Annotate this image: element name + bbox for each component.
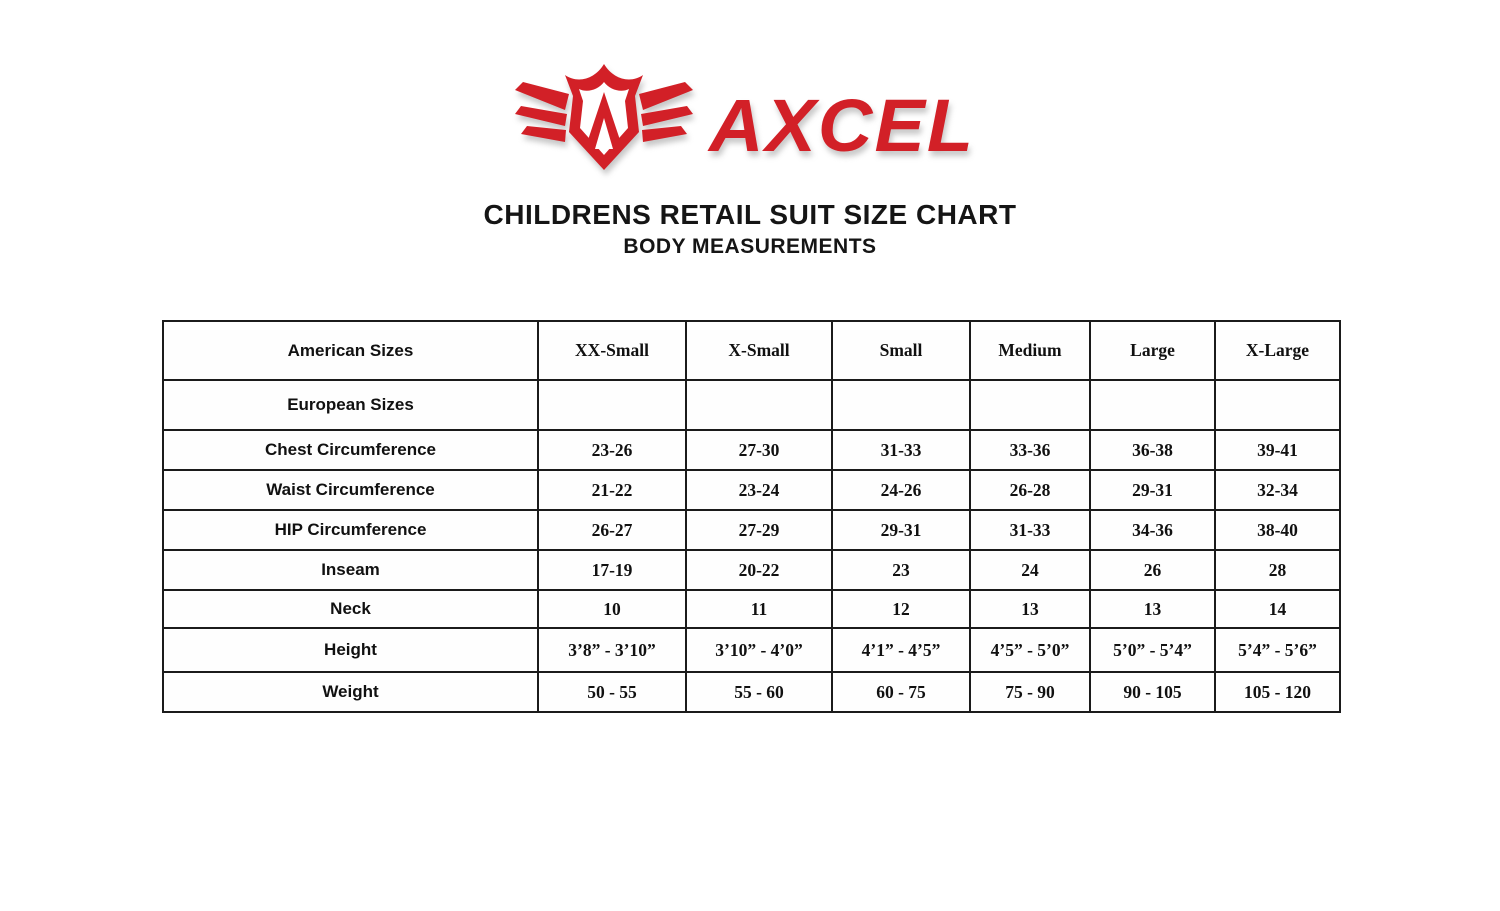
size-value-cell <box>970 380 1090 430</box>
column-header: X-Large <box>1215 321 1340 380</box>
size-value-cell: 3’8” - 3’10” <box>538 628 686 672</box>
size-value-cell: 26 <box>1090 550 1215 590</box>
table-row <box>163 590 1340 628</box>
table-row <box>163 550 1340 590</box>
size-value-cell: 14 <box>1215 590 1340 628</box>
column-header: Small <box>832 321 970 380</box>
size-value-cell: 12 <box>832 590 970 628</box>
size-table <box>162 320 1341 713</box>
page-subtitle: BODY MEASUREMENTS <box>623 235 877 258</box>
size-table-body <box>163 380 1340 712</box>
size-value-cell: 26-27 <box>538 510 686 550</box>
axcel-logo <box>515 60 985 180</box>
title-block <box>0 198 1500 262</box>
size-value-cell: 39-41 <box>1215 430 1340 470</box>
size-value-cell: 32-34 <box>1215 470 1340 510</box>
size-value-cell: 27-30 <box>686 430 832 470</box>
size-value-cell: 36-38 <box>1090 430 1215 470</box>
size-value-cell: 3’10” - 4’0” <box>686 628 832 672</box>
header-row <box>163 321 1340 380</box>
size-value-cell: 50 - 55 <box>538 672 686 712</box>
size-value-cell: 75 - 90 <box>970 672 1090 712</box>
row-label: HIP Circumference <box>163 510 538 550</box>
size-value-cell: 5’4” - 5’6” <box>1215 628 1340 672</box>
size-value-cell: 23 <box>832 550 970 590</box>
corner-header: American Sizes <box>163 321 538 380</box>
size-value-cell: 13 <box>1090 590 1215 628</box>
size-value-cell: 55 - 60 <box>686 672 832 712</box>
size-value-cell: 38-40 <box>1215 510 1340 550</box>
size-value-cell: 29-31 <box>1090 470 1215 510</box>
row-label: Height <box>163 628 538 672</box>
size-value-cell: 31-33 <box>832 430 970 470</box>
size-value-cell: 29-31 <box>832 510 970 550</box>
size-table-wrap <box>162 320 1341 713</box>
row-label: European Sizes <box>163 380 538 430</box>
table-row <box>163 628 1340 672</box>
size-table-head <box>163 321 1340 380</box>
size-value-cell: 23-26 <box>538 430 686 470</box>
size-value-cell: 13 <box>970 590 1090 628</box>
size-value-cell: 24 <box>970 550 1090 590</box>
page-title: CHILDRENS RETAIL SUIT SIZE CHART <box>483 199 1017 230</box>
size-value-cell: 31-33 <box>970 510 1090 550</box>
axcel-winged-shield-icon <box>515 60 985 180</box>
size-value-cell: 17-19 <box>538 550 686 590</box>
size-value-cell <box>686 380 832 430</box>
table-row <box>163 470 1340 510</box>
size-value-cell <box>538 380 686 430</box>
size-value-cell <box>832 380 970 430</box>
column-header: Medium <box>970 321 1090 380</box>
size-value-cell: 34-36 <box>1090 510 1215 550</box>
size-value-cell: 90 - 105 <box>1090 672 1215 712</box>
column-header: XX-Small <box>538 321 686 380</box>
row-label: Inseam <box>163 550 538 590</box>
row-label: Neck <box>163 590 538 628</box>
column-header: Large <box>1090 321 1215 380</box>
table-row <box>163 510 1340 550</box>
size-value-cell: 27-29 <box>686 510 832 550</box>
size-value-cell: 33-36 <box>970 430 1090 470</box>
table-row <box>163 380 1340 430</box>
size-value-cell: 4’5” - 5’0” <box>970 628 1090 672</box>
size-value-cell: 105 - 120 <box>1215 672 1340 712</box>
brand-wordmark: AXCEL <box>706 84 975 167</box>
size-value-cell: 20-22 <box>686 550 832 590</box>
row-label: Waist Circumference <box>163 470 538 510</box>
row-label: Chest Circumference <box>163 430 538 470</box>
size-value-cell: 24-26 <box>832 470 970 510</box>
row-label: Weight <box>163 672 538 712</box>
size-value-cell: 21-22 <box>538 470 686 510</box>
size-value-cell: 11 <box>686 590 832 628</box>
size-value-cell: 10 <box>538 590 686 628</box>
size-value-cell: 60 - 75 <box>832 672 970 712</box>
size-value-cell <box>1215 380 1340 430</box>
table-row <box>163 430 1340 470</box>
column-header: X-Small <box>686 321 832 380</box>
size-value-cell: 28 <box>1215 550 1340 590</box>
size-value-cell: 26-28 <box>970 470 1090 510</box>
size-value-cell: 23-24 <box>686 470 832 510</box>
size-value-cell: 4’1” - 4’5” <box>832 628 970 672</box>
size-value-cell: 5’0” - 5’4” <box>1090 628 1215 672</box>
size-value-cell <box>1090 380 1215 430</box>
table-row <box>163 672 1340 712</box>
